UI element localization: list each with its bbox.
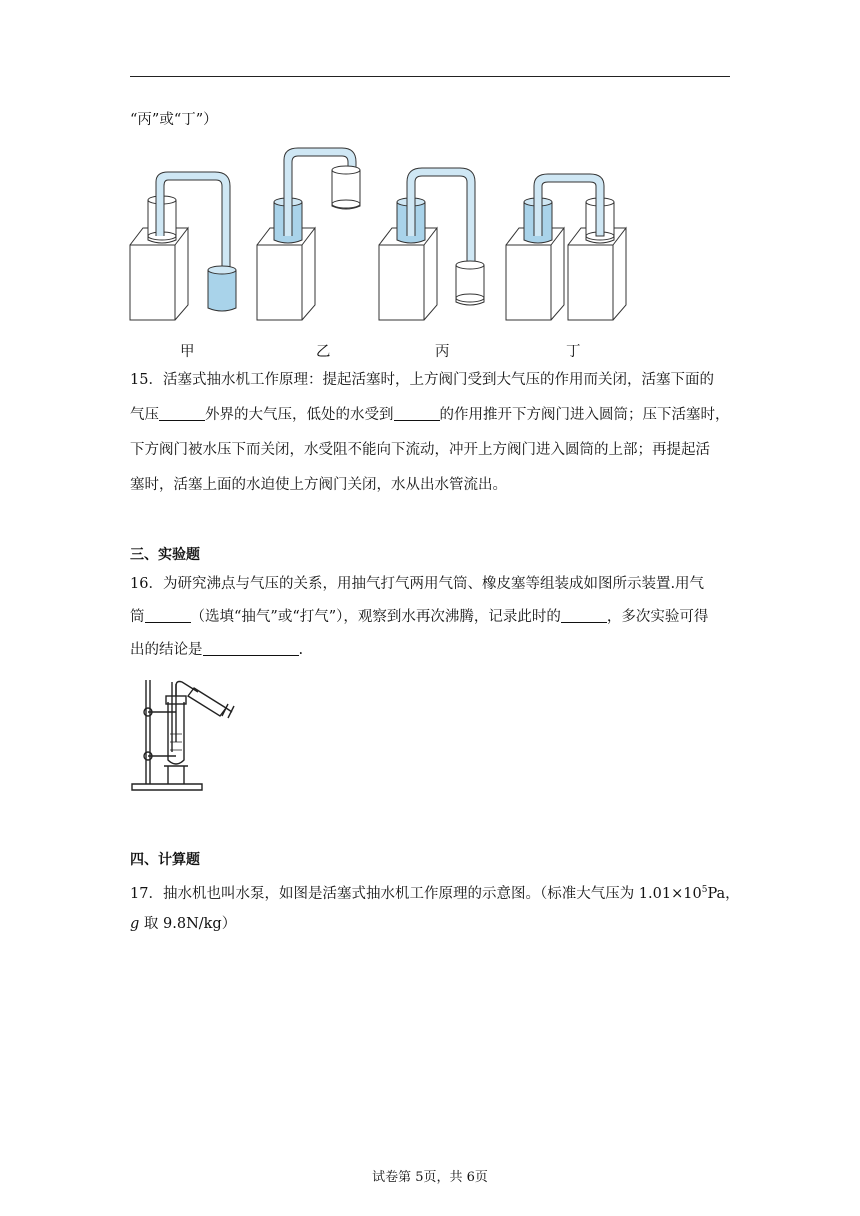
q14-tail-text: “丙”或“丁”） <box>130 112 218 128</box>
label-yi: 乙 <box>316 344 331 360</box>
q15-line4: 塞时，活塞上面的水迫使上方阀门关闭，水从出水管流出。 <box>130 477 507 493</box>
label-ding: 丁 <box>566 344 581 360</box>
section3-heading: 三、实验题 <box>130 547 200 563</box>
setup-ding <box>506 174 626 320</box>
label-bing: 丙 <box>435 344 450 360</box>
q17-line1: 17．抽水机也叫水泵，如图是活塞式抽水机工作原理的示意图。（标准大气压为 $1.01\times 10^5Pa$， <box>130 885 740 902</box>
header-rule <box>130 76 730 77</box>
label-jia: 甲 <box>180 344 195 360</box>
section4-heading: 四、计算题 <box>130 852 200 868</box>
setup-bing <box>379 168 484 320</box>
page-footer: 试卷第 5页，共 6页 <box>372 1170 488 1185</box>
q15-line2: 气压 外界的大气压，低处的水受到 的作用推开下方阀门进入圆筒；压下活塞时， <box>130 407 730 423</box>
q15-line3: 下方阀门被水压下而关闭，水受阻不能向下流动，冲开上方阀门进入圆筒的上部；再提起活 <box>130 442 710 458</box>
answer-blank[interactable] <box>561 608 607 623</box>
answer-blank[interactable] <box>145 608 191 623</box>
siphon-figure <box>120 140 680 330</box>
answer-blank[interactable] <box>159 406 205 421</box>
q17-line2: g 取 9.8N/kg） <box>130 916 237 932</box>
boiling-apparatus-figure <box>128 672 248 797</box>
answer-blank[interactable] <box>203 641 299 656</box>
q16-line3: 出的结论是 . <box>130 642 304 658</box>
q16-line1: 16．为研究沸点与气压的关系，用抽气打气两用气筒、橡皮塞等组装成如图所示装置.用气 <box>130 576 705 592</box>
answer-blank[interactable] <box>394 406 440 421</box>
setup-jia <box>130 172 236 320</box>
q16-line2: 筒 （选填“抽气”或“打气”），观察到水再次沸腾，记录此时的 ，多次实验可得 <box>130 609 709 625</box>
setup-yi <box>257 148 360 320</box>
q15-line1: 15．活塞式抽水机工作原理：提起活塞时，上方阀门受到大气压的作用而关闭，活塞下面的 <box>130 372 714 388</box>
